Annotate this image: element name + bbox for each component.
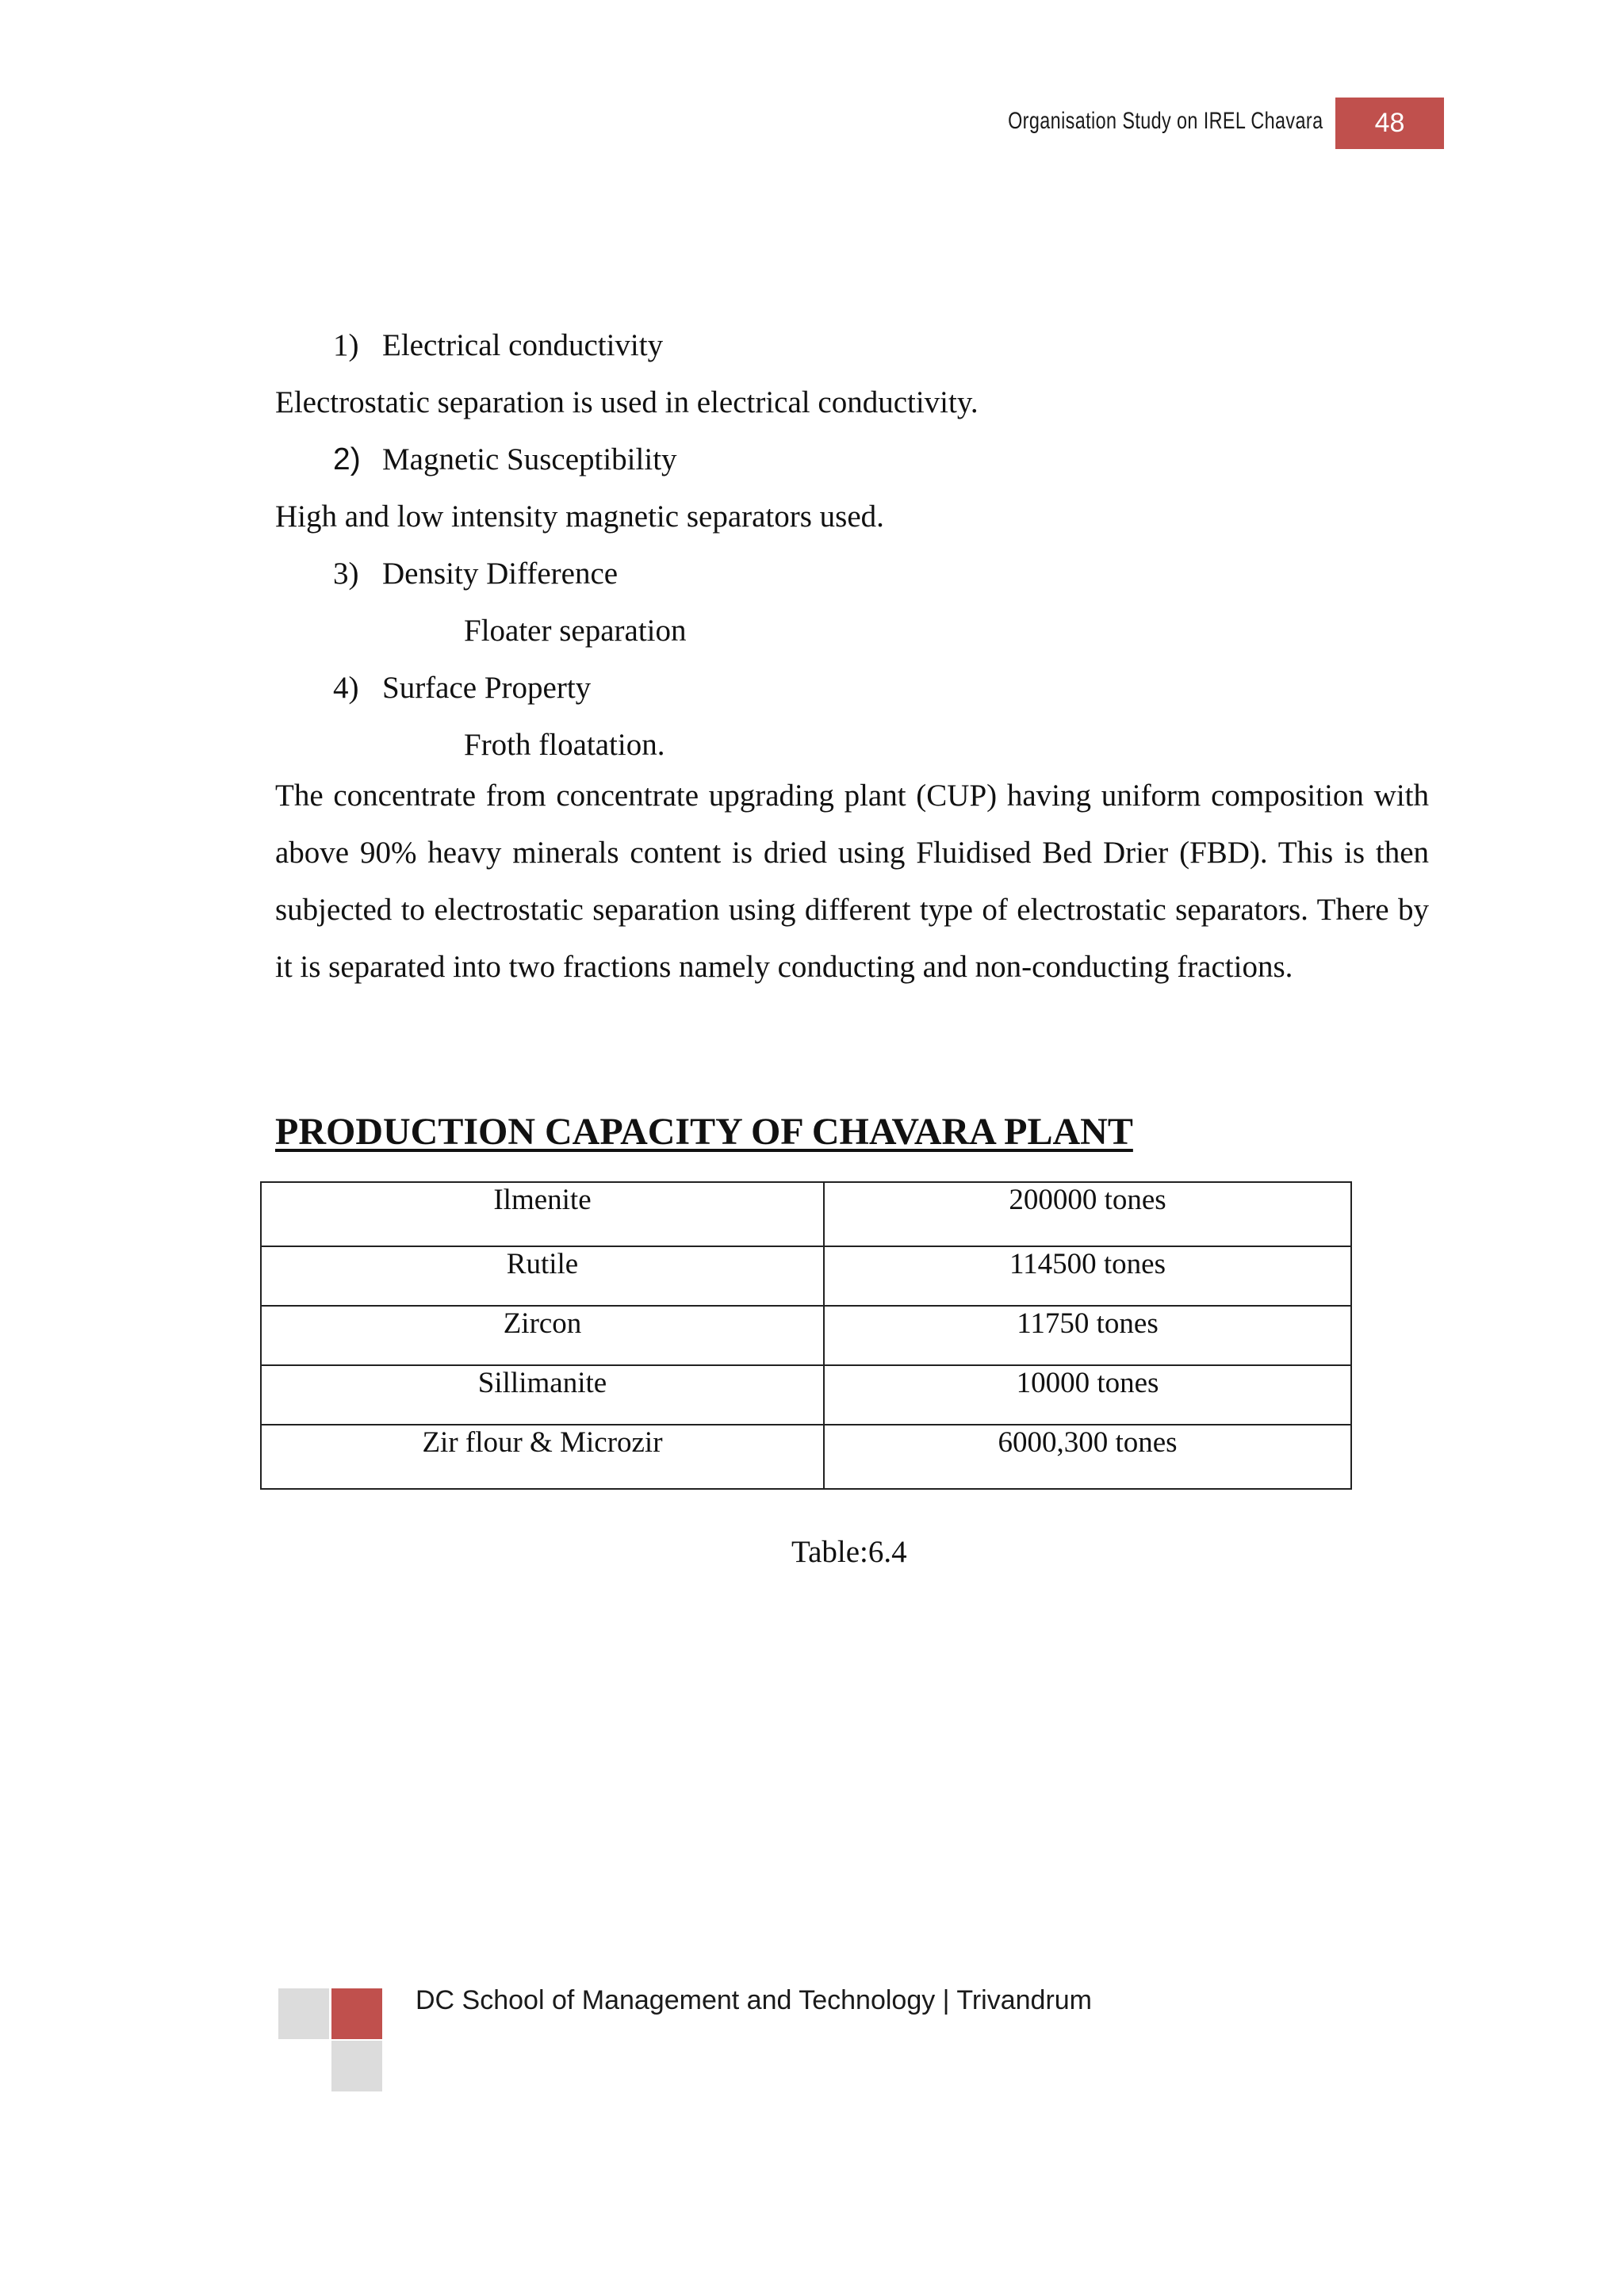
list-item-4-description: Froth floatation. [464, 728, 665, 762]
table-cell-capacity: 10000 tones [824, 1365, 1351, 1425]
list-item-3 [333, 545, 618, 603]
table-cell-mineral: Zircon [261, 1306, 824, 1365]
list-item-2-description: High and low intensity magnetic separators used. [275, 499, 884, 534]
table-cell-capacity: 6000,300 tones [824, 1425, 1351, 1489]
list-item-label: Density Difference [382, 557, 619, 591]
table-cell-mineral: Ilmenite [261, 1182, 824, 1246]
list-item-label: Electrical conductivity [382, 328, 664, 362]
list-item-number: 4) [333, 671, 359, 705]
footer-text: DC School of Management and Technology | Trivandrum [416, 1985, 1093, 2015]
list-item-label: Surface Property [382, 671, 592, 705]
production-capacity-table [260, 1181, 1352, 1490]
body-paragraph: The concentrate from concentrate upgrading plant (CUP) having uniform composition with above 90% heavy minerals content is dried using Fluidised Bed Drier (FBD). This is then subjected to electrostatic separation using different type of electrostatic separators. There by it is separated into two fractions namely conducting and non-conducting fractions. [275, 779, 1429, 984]
list-item-number: 2) [333, 442, 361, 476]
footer-accent-square [331, 1988, 382, 2039]
table-caption: Table:6.4 [791, 1535, 907, 1569]
list-item-label: Magnetic Susceptibility [382, 442, 677, 476]
list-item-number: 1) [333, 328, 359, 362]
list-item-1 [333, 317, 663, 374]
list-item-3-description: Floater separation [464, 614, 687, 648]
table-cell-mineral: Sillimanite [261, 1365, 824, 1425]
list-item-1-description: Electrostatic separation is used in electrical conductivity. [275, 385, 979, 419]
footer-grey-square [278, 1988, 329, 2039]
table-cell-capacity: 114500 tones [824, 1246, 1351, 1306]
footer-grey-square [331, 2041, 382, 2091]
table-cell-capacity: 11750 tones [824, 1306, 1351, 1365]
page-number-badge: 48 [1335, 98, 1444, 149]
table-cell-mineral: Zir flour & Microzir [261, 1425, 824, 1489]
list-item-number: 3) [333, 557, 359, 591]
list-item-2 [333, 431, 677, 488]
table-row [261, 1182, 1351, 1246]
table-row [261, 1246, 1351, 1306]
table-row [261, 1365, 1351, 1425]
table-cell-capacity: 200000 tones [824, 1182, 1351, 1246]
table-cell-mineral: Rutile [261, 1246, 824, 1306]
list-item-4 [333, 660, 591, 717]
header-title: Organisation Study on IREL Chavara [1007, 108, 1323, 134]
section-title: PRODUCTION CAPACITY OF CHAVARA PLANT [275, 1111, 1133, 1153]
table-row [261, 1425, 1351, 1489]
table-row [261, 1306, 1351, 1365]
